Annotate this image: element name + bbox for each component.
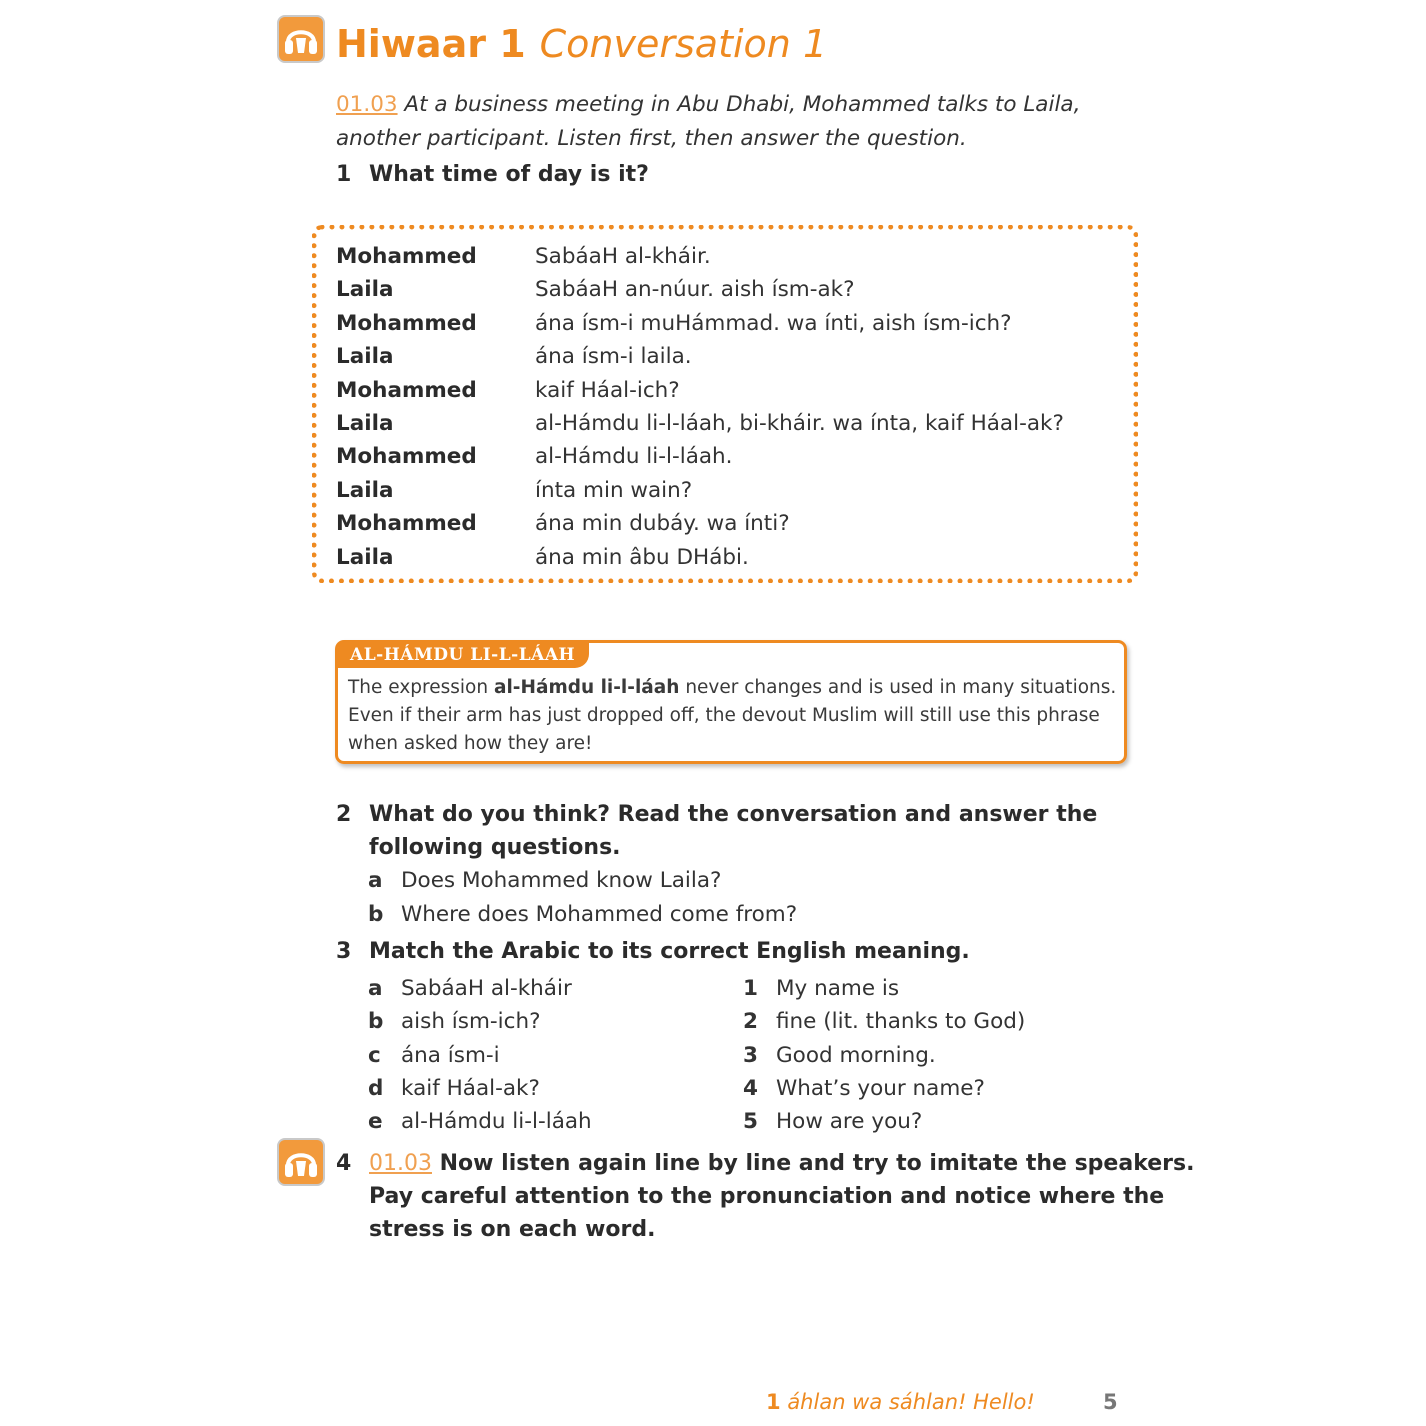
- option-number: 3: [743, 1042, 758, 1068]
- note-text-before: The expression: [348, 677, 494, 698]
- option-text: kaif Háal-ak?: [401, 1075, 540, 1101]
- speaker-name: Laila: [336, 344, 394, 370]
- dialogue-line: ána min dubáy. wa ínti?: [535, 511, 790, 537]
- question-text-line3: stress is on each word.: [369, 1217, 656, 1242]
- headphones-icon[interactable]: [277, 15, 325, 63]
- question-number: 4: [336, 1151, 352, 1176]
- question-2: [336, 798, 1097, 864]
- option-letter: c: [368, 1042, 381, 1068]
- item-letter: b: [368, 901, 384, 927]
- dialogue-line: SabáaH an-núur. aish ísm-ak?: [535, 277, 855, 303]
- item-text: Does Mohammed know Laila?: [401, 868, 722, 893]
- footer-chapter-title: áhlan wa sáhlan! Hello!: [787, 1390, 1035, 1414]
- item-text: Where does Mohammed come from?: [401, 901, 798, 927]
- option-letter: d: [368, 1075, 384, 1101]
- note-text: [348, 674, 1118, 758]
- footer-chapter-number: 1: [766, 1390, 781, 1414]
- dialogue-line: ána ísm-i muHámmad. wa ínti, aish ísm-ich?: [535, 310, 1012, 336]
- title-subtitle: Conversation 1: [539, 22, 828, 66]
- footer-chapter: [766, 1390, 1035, 1414]
- title-main-text: Hiwaar 1: [336, 22, 526, 66]
- option-letter: b: [368, 1009, 384, 1035]
- speaker-name: Mohammed: [336, 377, 477, 403]
- option-text: ána ísm-i: [401, 1042, 500, 1068]
- question-text: What time of day is it?: [369, 162, 649, 187]
- option-number: 5: [743, 1109, 758, 1135]
- speaker-name: Laila: [336, 277, 394, 303]
- option-text: SabáaH al-kháir: [401, 976, 572, 1001]
- question-text-line2: following questions.: [369, 835, 621, 860]
- dialogue-line: ána min âbu DHábi.: [535, 544, 749, 570]
- item-letter: a: [368, 868, 383, 893]
- page-number: 5: [1103, 1390, 1118, 1414]
- speaker-name: Laila: [336, 477, 394, 503]
- note-text-bold: al-Hámdu li-l-láah: [493, 677, 680, 698]
- dialogue-line: al-Hámdu li-l-láah, bi-kháir. wa ínta, kaif Háal-ak?: [535, 411, 1064, 436]
- audio-track-link[interactable]: 01.03: [336, 92, 398, 117]
- speaker-name: Mohammed: [336, 244, 477, 269]
- question-4: [336, 1147, 1194, 1246]
- page-title: [336, 22, 827, 66]
- option-text: My name is: [776, 976, 900, 1001]
- headphones-icon[interactable]: [277, 1138, 325, 1186]
- intro-text: At a business meeting in Abu Dhabi, Mohammed talks to Laila, another participant. Listen first, then answer the question.: [336, 92, 1081, 151]
- option-letter: e: [368, 1109, 383, 1135]
- dialogue-line: ána ísm-i laila.: [535, 344, 692, 370]
- speaker-name: Mohammed: [336, 310, 477, 336]
- option-text: What’s your name?: [776, 1075, 985, 1101]
- question-text-line1: Now listen again line by line and try to imitate the speakers.: [431, 1151, 1195, 1176]
- option-text: Good morning.: [776, 1042, 936, 1068]
- speaker-name: Mohammed: [336, 444, 477, 470]
- note-title: AL-HÁMDU LI-L-LÁAH: [338, 640, 589, 668]
- option-letter: a: [368, 976, 383, 1001]
- option-number: 1: [743, 976, 758, 1001]
- option-text: fine (lit. thanks to God): [776, 1009, 1026, 1035]
- option-number: 2: [743, 1009, 758, 1035]
- note-text-after: never changes and is used in many situations. Even if their arm has just dropped off, the devout Muslim will still use this phrase when asked how they are!: [348, 677, 1117, 754]
- option-text: al-Hámdu li-l-láah: [401, 1109, 592, 1135]
- option-number: 4: [743, 1075, 758, 1101]
- option-text: How are you?: [776, 1109, 923, 1135]
- dialogue-line: ínta min wain?: [535, 477, 693, 503]
- dialogue-line: al-Hámdu li-l-láah.: [535, 444, 733, 470]
- speaker-name: Laila: [336, 544, 394, 570]
- question-3: [336, 939, 970, 964]
- question-number: 3: [336, 939, 352, 964]
- intro-paragraph: [336, 88, 1126, 156]
- speaker-name: Laila: [336, 411, 394, 436]
- question-text: Match the Arabic to its correct English meaning.: [369, 939, 970, 964]
- option-text: aish ísm-ich?: [401, 1009, 541, 1035]
- question-number: 1: [336, 162, 352, 187]
- dialogue-line: SabáaH al-kháir.: [535, 244, 711, 269]
- question-text-line2: Pay careful attention to the pronunciation and notice where the: [369, 1184, 1165, 1209]
- audio-track-link[interactable]: 01.03: [369, 1151, 432, 1176]
- question-1: [336, 162, 649, 187]
- culture-note: [335, 640, 1127, 764]
- speaker-name: Mohammed: [336, 511, 477, 537]
- question-number: 2: [336, 802, 352, 827]
- dialogue-line: kaif Háal-ich?: [535, 377, 680, 403]
- question-text-line1: What do you think? Read the conversation and answer the: [369, 802, 1098, 827]
